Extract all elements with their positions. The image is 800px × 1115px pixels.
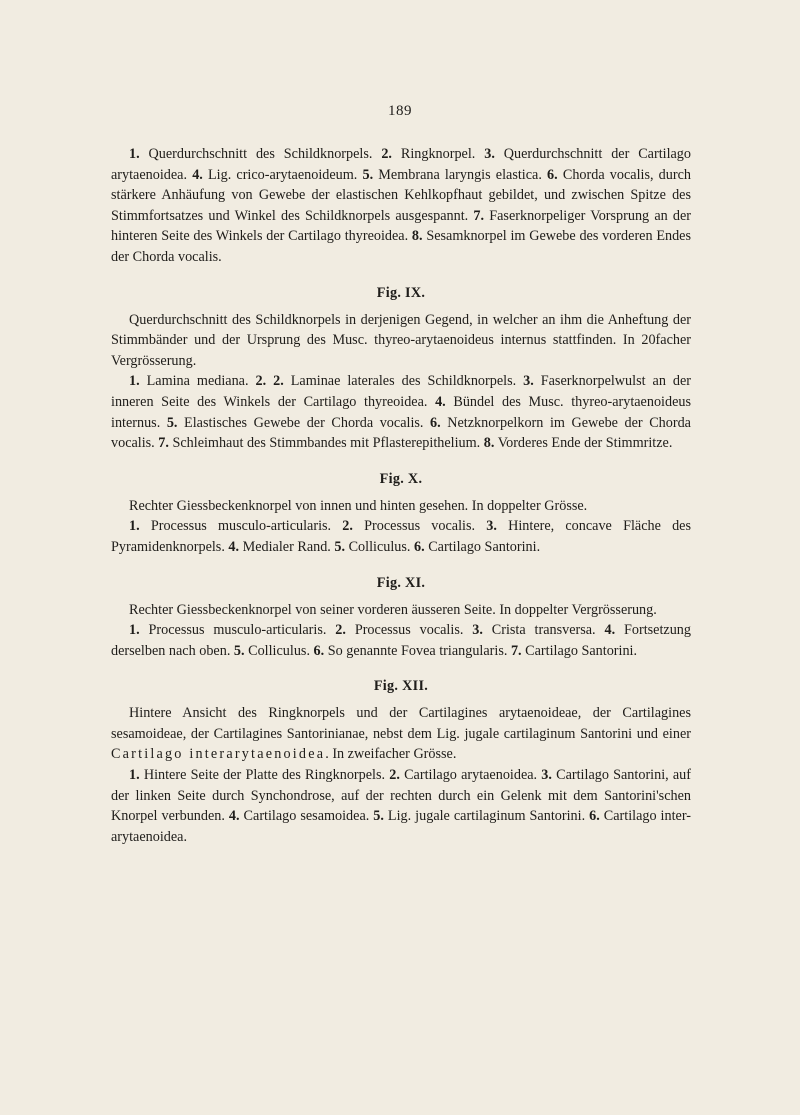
fig-xii-description (111, 703, 691, 765)
legend-number: 4. (192, 166, 203, 183)
legend-text: Lig. crico-arytaenoideum. (202, 166, 363, 183)
legend-text: Querdurchschnitt des Schildknorpels. (139, 146, 382, 162)
legend-text: Membrana laryngis elastica. (373, 166, 548, 183)
legend-number: 2. (389, 767, 400, 784)
legend-number: 5. (233, 642, 245, 659)
description-text: . In zweifacher Grösse. (325, 746, 457, 763)
fig-x-legend (111, 516, 691, 557)
legend-text: Vorderes Ende der Stimmritze. (494, 435, 673, 452)
legend-text: Ringknorpel. (391, 146, 485, 162)
legend-text: So genannte Fovea triangularis. (324, 642, 511, 659)
legend-number: 1. (129, 373, 140, 390)
legend-text: Colliculus. (345, 538, 415, 555)
legend-number: 3. (472, 622, 483, 639)
legend-text: Cartilago Santorini. (424, 538, 541, 555)
legend-text: Laminae laterales des Schildknorpels. (283, 373, 524, 390)
legend-number: 7. (510, 642, 522, 659)
fig-ix-legend (111, 371, 691, 453)
legend-number: 1. (129, 518, 140, 535)
fig-x-description: Rechter Giessbeckenknorpel von innen und hinten gesehen. In doppelter Grösse. (129, 497, 588, 514)
legend-number: 3. (486, 518, 497, 535)
legend-number: 8. (483, 435, 495, 452)
legend-text: Chorda vocalis, durch stärkere Anhäufung von Gewebe der elastischen Kehlkopfhaut gebildet, und zwischen Spitze des Stimmfortsatzes und Winkel des Schildknorpels ausgespannt. (111, 166, 691, 224)
legend-number: 1. (129, 767, 140, 784)
legend-number: 5. (373, 808, 384, 825)
legend-text: Schleimhaut des Stimmbandes mit Pflasterepithelium. (168, 435, 484, 452)
legend-number: 4. (228, 538, 240, 555)
legend-number: 7. (158, 435, 169, 452)
legend-text: Processus vocalis. (352, 518, 487, 535)
fig-xi-heading: Fig. XI. (376, 574, 426, 591)
legend-text: Sesamknorpel im Gewebe des vorderen Endes der Chorda vocalis. (111, 228, 691, 265)
legend-number: 2. (342, 518, 353, 535)
legend-number: 6. (313, 642, 325, 659)
fig-xi-description: Rechter Giessbeckenknorpel von seiner vorderen äusseren Seite. In doppelter Vergrösserung. (129, 601, 657, 618)
legend-text: Cartilago arytaenoidea. (399, 767, 542, 784)
legend-text: Crista transversa. (482, 622, 605, 639)
page-number: 189 (388, 103, 412, 119)
legend-text: Cartilago Santorini. (521, 642, 638, 659)
figure-legends (111, 144, 691, 847)
legend-number: 4. (435, 393, 446, 410)
legend-number: 3. (541, 767, 552, 784)
legend-text: Netzknorpelkorn im Gewebe der Chorda vocalis. (111, 414, 691, 452)
legend-number: 5. (362, 166, 374, 183)
legend-number: 4. (604, 622, 616, 639)
legend-number: 6. (414, 538, 425, 555)
legend-text: Fortsetzung derselben nach oben. (111, 622, 691, 659)
legend-number: 2. 2. (255, 373, 284, 390)
legend-text: Lig. jugale cartilaginum Santorini. (383, 808, 590, 825)
legend-number: 1. (129, 146, 140, 162)
spaced-term: Cartilago interarytaenoidea (111, 746, 326, 763)
legend-text: Querdurchschnitt der Cartilago arytaenoidea. (111, 146, 691, 183)
legend-text: Bündel des Musc. thyreo-arytaenoideus internus. (111, 393, 691, 431)
legend-number: 1. (129, 622, 140, 639)
legend-number: 5. (166, 414, 178, 431)
legend-number: 6. (430, 414, 441, 431)
legend-number: 6. (589, 808, 600, 825)
legend-text: Elastisches Gewebe der Chorda vocalis. (177, 414, 431, 431)
legend-text: Cartilago sesamoidea. (239, 808, 374, 825)
legend-number: 3. (523, 373, 534, 390)
legend-text: Hintere, concave Fläche des Pyramidenknorpels. (111, 518, 691, 555)
legend-text: Medialer Rand. (239, 538, 335, 555)
legend-text: Processus musculo-articularis. (139, 518, 343, 535)
intro-legend (111, 144, 691, 268)
description-text: Hintere Ansicht des Ringknorpels und der Cartilagines arytaenoideae, der Cartilagines sesamoideae, der Cartilagines Santorinianae, nebst dem Lig. jugale cartilaginum Santorini und einer (111, 705, 691, 742)
legend-number: 6. (547, 166, 558, 183)
fig-ix-heading: Fig. IX. (376, 284, 426, 301)
legend-number: 8. (411, 228, 423, 245)
legend-text: Faserknorpelwulst an der inneren Seite des Winkels der Cartilago thyreoidea. (111, 373, 692, 410)
legend-number: 7. (473, 207, 485, 224)
legend-text: Cartilago Santorini, auf der linken Seite durch Synchondrose, auf der rechten durch ein Gelenk mit dem Santorini'schen Knorpel verbunden. (111, 767, 691, 825)
legend-number: 3. (484, 146, 495, 162)
legend-text: Processus musculo-articularis. (139, 622, 336, 639)
legend-number: 5. (334, 538, 346, 555)
legend-number: 4. (228, 808, 240, 825)
legend-text: Cartilago inter-arytaenoidea. (111, 808, 691, 845)
fig-xii-heading: Fig. XII. (373, 678, 429, 695)
legend-number: 2. (335, 622, 346, 639)
fig-ix-description: Querdurchschnitt des Schildknorpels in derjenigen Gegend, in welcher an ihm die Anheftung der Stimmbänder und der Ursprung des Musc. thyreo-arytaenoideus internus stattfinden. In 20facher Vergrösserung. (111, 311, 691, 369)
legend-number: 2. (381, 146, 392, 162)
legend-text: Lamina mediana. (139, 373, 256, 390)
legend-text: Faserknorpeliger Vorsprung an der hinteren Seite des Winkels der Cartilago thyreoidea. (111, 207, 692, 245)
legend-text: Colliculus. (244, 642, 314, 659)
legend-text: Hintere Seite der Platte des Ringknorpels. (139, 767, 390, 784)
fig-xi-legend (111, 620, 691, 661)
fig-x-heading: Fig. X. (379, 470, 423, 487)
fig-xii-legend (111, 765, 691, 847)
legend-text: Processus vocalis. (345, 622, 473, 639)
